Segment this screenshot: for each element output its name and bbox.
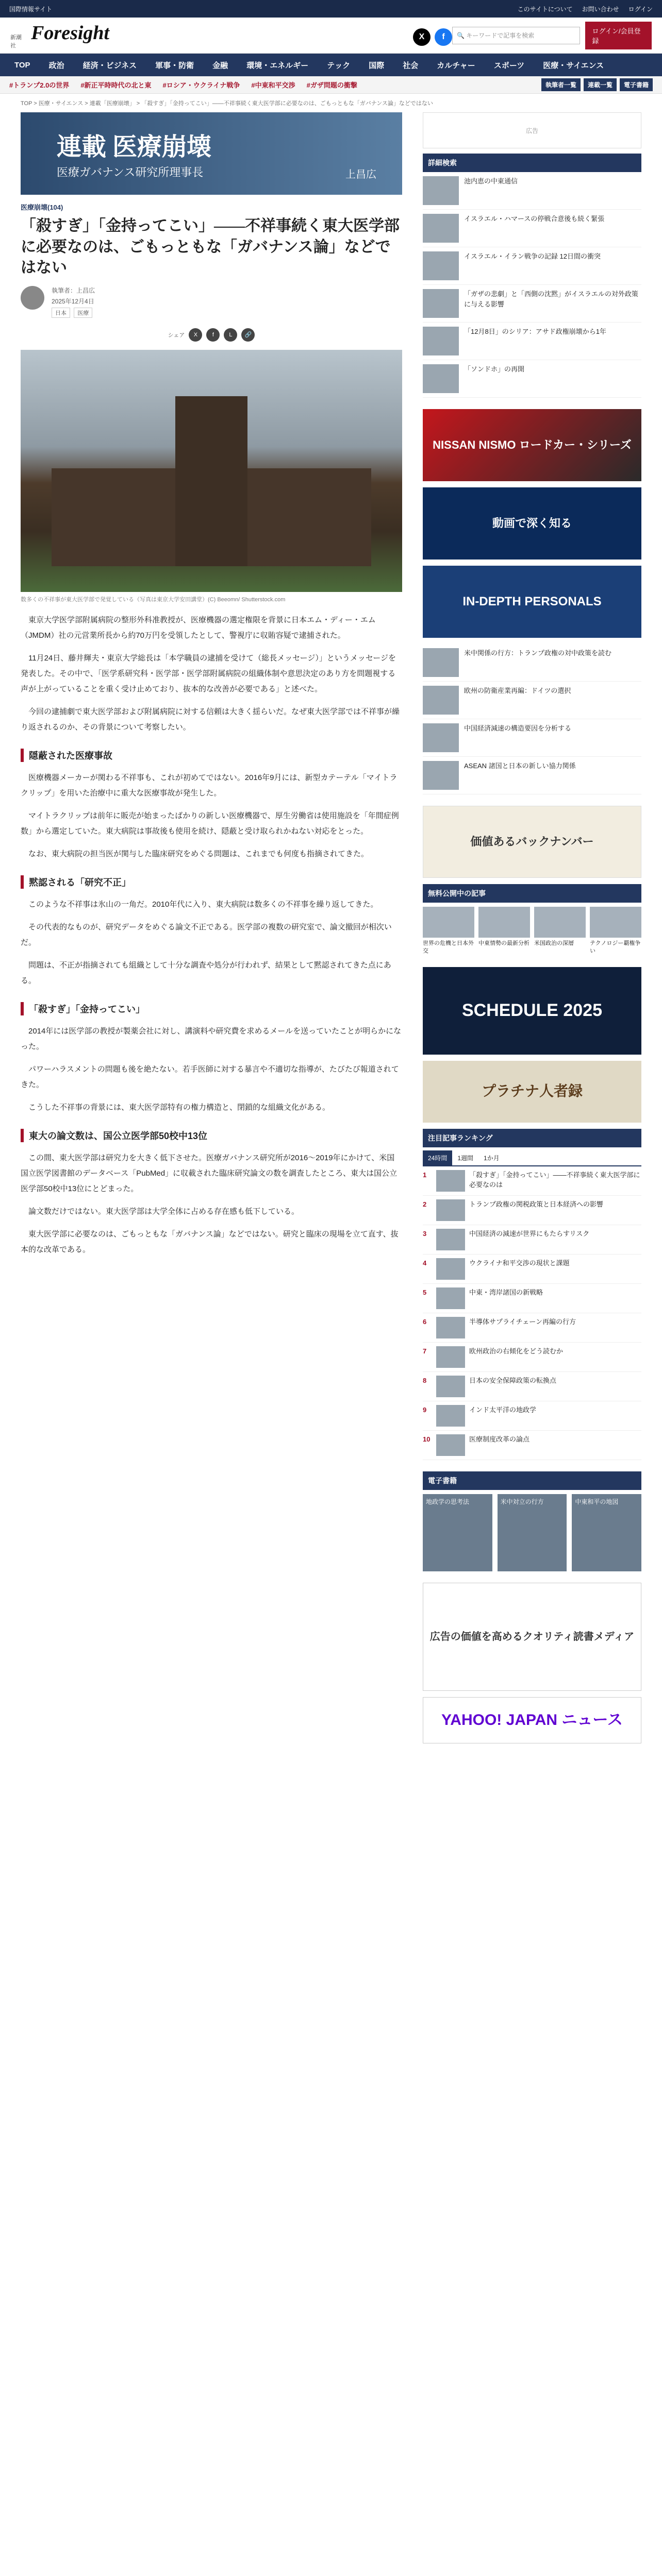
login-button[interactable]: ログイン/会員登録 — [585, 22, 652, 49]
feature-item[interactable]: 池内恵の中東通信 — [423, 172, 641, 210]
ranking-item[interactable]: 4 ウクライナ和平交渉の現状と課題 — [423, 1255, 641, 1284]
trend-tag[interactable]: #新正平時時代の北と東 — [80, 81, 152, 89]
depth-item[interactable]: 欧州の防衛産業再編：ドイツの選択 — [423, 682, 641, 719]
author-avatar[interactable] — [21, 286, 44, 310]
sidebar — [423, 112, 641, 1750]
series-banner-author: 上昌広 — [345, 169, 376, 180]
depth-thumb — [423, 723, 459, 752]
article-paragraph: 医療機器メーカーが関わる不祥事も、これが初めてではない。2016年9月には、新型カテーテル「マイトラクリップ」を用いた治療中に重大な医療事故が発生した。 — [21, 773, 398, 798]
section-heading: 「殺すぎ」「金持ってこい」 — [21, 1002, 402, 1015]
nav-item[interactable]: 政治 — [48, 61, 64, 70]
trend-tag[interactable]: #中東和平交渉 — [251, 81, 295, 89]
header — [0, 18, 662, 54]
ranking-item[interactable]: 8 日本の安全保障政策の転換点 — [423, 1372, 641, 1401]
article-main — [21, 112, 402, 1750]
depth-thumb — [423, 648, 459, 677]
rank-thumb — [436, 1405, 465, 1427]
article-paragraph: 論文数だけではない。東大医学部は大学全体に占める存在感も低下している。 — [28, 1207, 300, 1216]
article-paragraph: こうした不祥事の背景には、東大医学部特有の権力構造と、閉鎖的な組織文化がある。 — [28, 1103, 330, 1112]
logo-main: Foresight — [31, 22, 110, 44]
free-article[interactable]: テクノロジー覇権争い — [590, 907, 641, 956]
rank-thumb — [436, 1199, 465, 1221]
trend-tag[interactable]: #ガザ問題の衝撃 — [306, 81, 357, 89]
depth-item[interactable]: 米中関係の行方：トランプ政権の対中政策を読む — [423, 644, 641, 682]
rank-thumb — [436, 1317, 465, 1338]
feature-thumb — [423, 327, 459, 355]
book-cover[interactable]: 地政学の思考法 — [423, 1494, 492, 1571]
nav-item[interactable]: 医療・サイエンス — [543, 61, 604, 70]
rank-thumb — [436, 1346, 465, 1368]
article-paragraph: この間、東大医学部は研究力を大きく低下させた。医療ガバナンス研究所が2016〜2019年にかけて、米国国立医学図書館のデータベース「PubMed」に収載された臨床研究論文の数を調査したところ、東大は国公立医学部50校中13位にとどまった。 — [21, 1153, 398, 1193]
ranking-item[interactable]: 10 医療制度改革の論点 — [423, 1431, 641, 1460]
trend-tag[interactable]: #トランプ2.0の世界 — [9, 81, 70, 89]
share-facebook-icon[interactable]: f — [206, 328, 220, 342]
ranking-item[interactable]: 7 欧州政治の右傾化をどう読むか — [423, 1343, 641, 1372]
site-type: 国際情報サイト — [9, 5, 53, 13]
depth-thumb — [423, 686, 459, 715]
x-icon[interactable]: X — [413, 28, 431, 46]
series-banner-title: 連載 医療崩壊 — [57, 133, 212, 161]
rank-thumb — [436, 1376, 465, 1397]
rank-thumb — [436, 1258, 465, 1280]
ranking-item[interactable]: 2 トランプ政権の関税政策と日本経済への影響 — [423, 1196, 641, 1225]
depth-item[interactable]: 中国経済減速の構造要因を分析する — [423, 719, 641, 757]
rank-thumb — [436, 1287, 465, 1309]
search-icon: 🔍 — [457, 31, 467, 39]
ranking-item[interactable]: 5 中東・湾岸諸国の新戦略 — [423, 1284, 641, 1313]
section-heading: 黙認される「研究不正」 — [21, 875, 402, 889]
building-wing — [242, 468, 371, 566]
ranking-item[interactable]: 6 半導体サプライチェーン再編の行方 — [423, 1313, 641, 1343]
article-paragraph: 東京大学医学部附属病院の整形外科准教授が、医療機器の選定権限を背景に日本エム・ディー・エム（JMDM）社の元営業所長から約70万円を受領したとして、警視庁に収賄容疑で逮捕された。 — [21, 615, 376, 640]
article-tag[interactable]: 医療 — [74, 308, 92, 318]
building-tower — [175, 396, 247, 566]
nav-item[interactable]: 経済・ビジネス — [82, 61, 137, 70]
building-wing — [52, 468, 180, 566]
yahoo-banner[interactable]: YAHOO! JAPAN ニュース — [423, 1697, 641, 1743]
share-x-icon[interactable]: X — [189, 328, 202, 342]
nav-item[interactable]: 金融 — [212, 61, 228, 70]
free-article[interactable]: 世界の危機と日本外交 — [423, 907, 474, 956]
facebook-icon[interactable]: f — [435, 28, 452, 46]
share-bar — [21, 328, 402, 342]
section-heading: 東大の論文数は、国公立医学部50校中13位 — [21, 1129, 402, 1142]
article-paragraph: なお、東大病院の担当医が関与した臨床研究をめぐる問題は、これまでも何度も指摘されてきた。 — [28, 849, 369, 858]
article-paragraph: 11月24日、藤井輝夫・東京大学総長は「本学職員の逮捕を受けて（総長メッセージ）」というメッセージを発表した。その中で、「医学系研究科・医学部・医学部附属病院の組織体制や意思決定のあり方を問題視する声が上がっていることを重く受け止めており、抜本的な改善が必要である」と述べた。 — [21, 653, 396, 693]
free-article[interactable]: 米国政治の深層 — [534, 907, 586, 956]
talent-banner[interactable]: プラチナ人者録 — [423, 1061, 641, 1123]
share-label: シェア — [168, 332, 185, 338]
tab-week[interactable]: 1週間 — [457, 1154, 474, 1162]
share-line-icon[interactable]: L — [224, 328, 237, 342]
ranking-item[interactable]: 3 中国経済の減速が世界にもたらすリスク — [423, 1225, 641, 1255]
nav-item[interactable]: 軍事・防衛 — [155, 61, 194, 70]
article-paragraph: 東大医学部に必要なのは、ごもっともな「ガバナンス論」などではない。研究と臨床の現場を立て直す、抜本的な改革である。 — [21, 1229, 399, 1254]
ranking-tabs — [423, 1150, 641, 1166]
article-paragraph: マイトラクリップは前年に販売が始まったばかりの新しい医療機器で、厚生労働省は使用施設を「年間症例数」から選定していた。東大病院は事故後も使用を続け、隠蔽と受け取られかねない対応をとった。 — [21, 811, 399, 836]
trend-tag[interactable]: #ロシア・ウクライナ戦争 — [162, 81, 240, 89]
feature-item[interactable]: 「12月8日」のシリア：アサド政権崩壊から1年 — [423, 323, 641, 360]
feature-thumb — [423, 251, 459, 280]
series-banner-sub: 医療ガバナンス研究所理事長 — [57, 166, 204, 179]
article-paragraph: 問題は、不正が指摘されても組織として十分な調査や処分が行われず、結果として黙認されてきた点にある。 — [21, 960, 391, 985]
article-title: 「殺すぎ」「金持ってこい」――不祥事続く東大医学部に必要なのは、ごもっともな「ガバナンス論」などではない — [21, 217, 400, 276]
nav-item[interactable]: 社会 — [403, 61, 419, 70]
free-thumb — [423, 907, 474, 938]
article-paragraph: 今回の逮捕劇で東大医学部および附属病院に対する信頼は大きく揺らいだ。なぜ東大医学部では不祥事が繰り返されるのか、その背景について考察したい。 — [21, 707, 400, 732]
topbar-link[interactable]: お問い合わせ — [582, 5, 619, 13]
feature-thumb — [423, 364, 459, 393]
search-input[interactable]: 🔍 キーワードで記事を検索 — [452, 27, 580, 44]
nav-item[interactable]: テック — [327, 61, 351, 70]
book-cover[interactable]: 中東和平の地図 — [572, 1494, 641, 1571]
nav-right-link[interactable]: 連載一覧 — [584, 78, 617, 91]
free-thumb — [534, 907, 586, 938]
ranking-box — [423, 1129, 641, 1460]
article-paragraph: このような不祥事は氷山の一角だ。2010年代に入り、東大病院は数多くの不祥事を繰り返してきた。 — [28, 900, 378, 909]
breadcrumb[interactable]: TOP > 医療・サイエンス > 連載「医療崩壊」 > 「殺すぎ」「金持ってこい」――不祥事続く東大医学部に必要なのは、ごもっともな「ガバナンス論」などではない — [21, 100, 433, 107]
series-banner[interactable] — [21, 112, 402, 195]
article-tag[interactable]: 日本 — [52, 308, 70, 318]
rank-thumb — [436, 1229, 465, 1250]
article-photo — [21, 350, 402, 592]
main-nav — [0, 54, 662, 76]
share-link-icon[interactable]: 🔗 — [241, 328, 255, 342]
video-banner[interactable]: 動画で深く知る — [423, 487, 641, 560]
ranking-item[interactable]: 9 インド太平洋の地政学 — [423, 1401, 641, 1431]
section-heading: 隠蔽された医療事故 — [21, 749, 402, 762]
article-paragraph: その代表的なものが、研究データをめぐる論文不正である。医学部の複数の研究室で、論文撤回が相次いだ。 — [21, 922, 392, 947]
free-articles — [423, 884, 641, 956]
article-paragraph: パワーハラスメントの問題も後を絶たない。若手医師に対する暴言や不適切な指導が、たびたび報道されてきた。 — [21, 1064, 399, 1089]
nav-item[interactable]: TOP — [14, 60, 30, 70]
quality-banner[interactable]: 広告の価値を高めるクオリティ読書メディア — [423, 1583, 641, 1691]
back-number-banner[interactable]: 価値あるバックナンバー — [423, 806, 641, 878]
free-article[interactable]: 中東情勢の最新分析 — [478, 907, 530, 956]
topbar-link[interactable]: ログイン — [628, 5, 653, 13]
feature-item[interactable]: 「ガザの悲劇」と「西側の沈黙」がイスラエルの対外政策に与える影響 — [423, 285, 641, 323]
feature-thumb — [423, 289, 459, 318]
feature-box — [423, 154, 641, 398]
topbar-link[interactable]: このサイトについて — [517, 5, 573, 13]
logo-sub: 新潮社 — [10, 34, 22, 49]
article-meta — [21, 286, 402, 320]
book-cover[interactable]: 米中対立の行方 — [498, 1494, 567, 1571]
tab-month[interactable]: 1か月 — [484, 1154, 500, 1162]
feature-item[interactable]: イスラエル・イラン戦争の記録 12日間の衝突 — [423, 247, 641, 285]
books-box — [423, 1471, 641, 1571]
free-thumb — [590, 907, 641, 938]
rank-thumb — [436, 1170, 465, 1192]
site-logo[interactable] — [10, 22, 452, 49]
ranking-head: 注目記事ランキング — [423, 1129, 641, 1147]
feature-thumb — [423, 176, 459, 205]
depth-item[interactable]: ASEAN 諸国と日本の新しい協力関係 — [423, 757, 641, 794]
rank-thumb — [436, 1434, 465, 1456]
nav-right-link[interactable]: 電子書籍 — [620, 78, 653, 91]
tab-24h[interactable]: 24時間 — [423, 1150, 452, 1165]
photo-caption: 数多くの不祥事が東大医学部で発覚している（写真は東京大学安田講堂）(C) Beeomn/ Shutterstock.com — [21, 596, 286, 603]
series-label[interactable]: 医療崩壊(104) — [21, 204, 63, 211]
article-paragraph: 2014年には医学部の教授が製薬会社に対し、講演料や研究費を求めるメールを送っていたことが明らかになった。 — [21, 1026, 402, 1051]
free-head: 無料公開中の記事 — [423, 884, 641, 903]
ad-slot[interactable]: 広告 — [423, 112, 641, 148]
in-depth-banner[interactable]: IN-DEPTH PERSONALS — [423, 566, 641, 638]
nav-right-link[interactable]: 執筆者一覧 — [541, 78, 581, 91]
feature-thumb — [423, 214, 459, 243]
depth-list — [423, 644, 641, 794]
feature-item[interactable]: 「ソンドホ」の再開 — [423, 360, 641, 398]
nav-item[interactable]: 環境・エネルギー — [246, 61, 309, 70]
nav-item[interactable]: 国際 — [369, 61, 385, 70]
nismo-banner[interactable]: NISSAN NISMO ロードカー・シリーズ — [423, 409, 641, 481]
feature-head[interactable]: 詳細検索 — [423, 154, 641, 172]
author-name[interactable]: 執筆者：上昌広 — [52, 286, 95, 294]
books-head: 電子書籍 — [423, 1471, 641, 1490]
ranking-item[interactable]: 1 「殺すぎ」「金持ってこい」――不祥事続く東大医学部に必要なのは — [423, 1166, 641, 1196]
nav-item[interactable]: スポーツ — [493, 61, 525, 70]
schedule-banner[interactable]: SCHEDULE 2025 — [423, 967, 641, 1055]
depth-thumb — [423, 761, 459, 790]
free-thumb — [478, 907, 530, 938]
article-date: 2025年12月4日 — [52, 297, 94, 305]
trend-bar — [0, 76, 662, 94]
feature-item[interactable]: イスラエル・ハマースの停戦合意後も続く緊張 — [423, 210, 641, 247]
nav-item[interactable]: カルチャー — [437, 61, 475, 70]
topbar — [0, 0, 662, 18]
